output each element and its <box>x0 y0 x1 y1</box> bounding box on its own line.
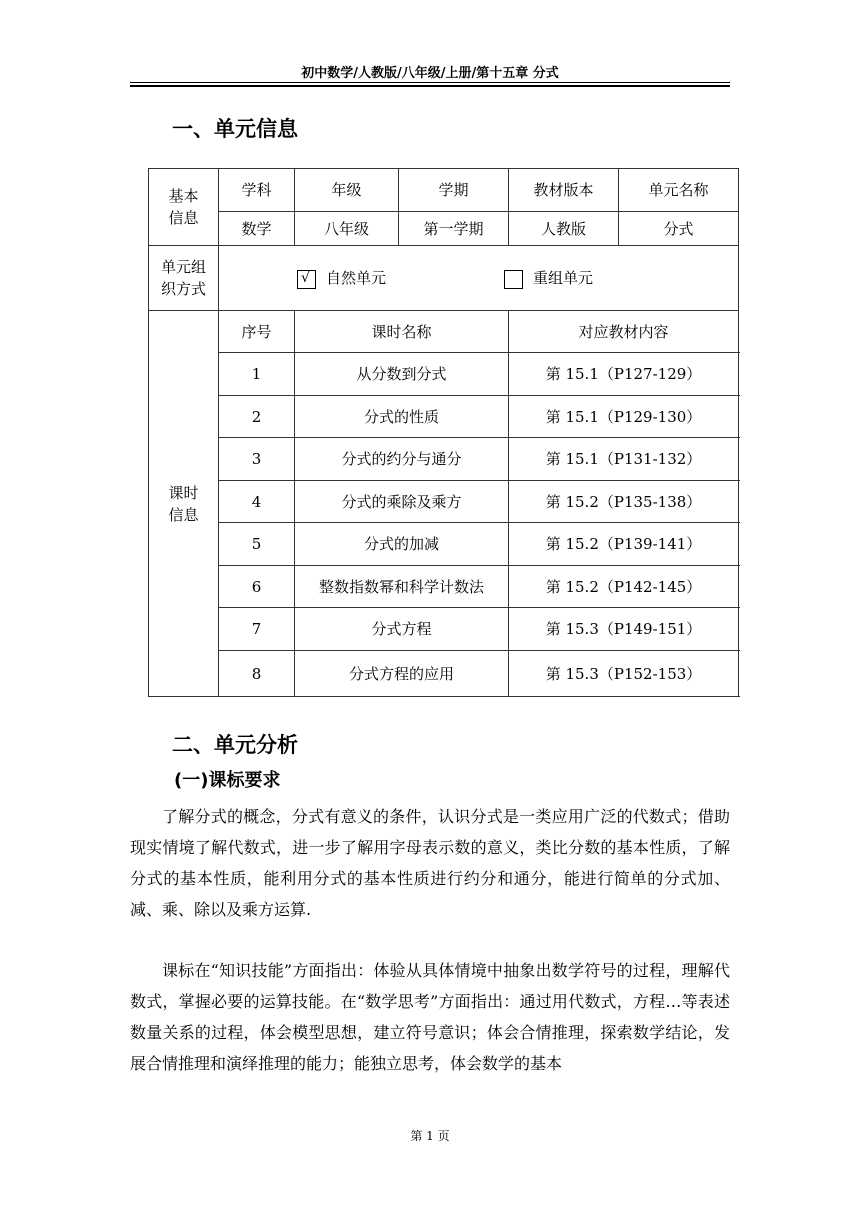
col-header-edition: 教材版本 <box>509 169 619 212</box>
lesson-no: 3 <box>219 438 295 481</box>
check-icon: √ <box>301 269 310 286</box>
value-term: 第一学期 <box>399 212 509 246</box>
col-header-term: 学期 <box>399 169 509 212</box>
unit-info-table <box>148 168 739 697</box>
regrouped-unit-label: 重组单元 <box>533 269 594 287</box>
value-edition: 人教版 <box>509 212 619 246</box>
value-unit-name: 分式 <box>619 212 739 246</box>
lesson-name: 分式方程的应用 <box>295 651 509 697</box>
col-header-subject: 学科 <box>219 169 295 212</box>
table-row <box>149 396 739 438</box>
basic-info-label-text: 基本 信息 <box>168 187 199 227</box>
lesson-content: 第 15.3（P152-153） <box>509 651 739 697</box>
lesson-name: 整数指数幂和科学计数法 <box>295 566 509 608</box>
option-natural-unit[interactable] <box>297 267 386 289</box>
lesson-content: 第 15.3（P149-151） <box>509 608 739 651</box>
table-row <box>149 481 739 523</box>
col-header-grade: 年级 <box>295 169 399 212</box>
natural-unit-label: 自然单元 <box>326 269 387 287</box>
org-method-label-text: 单元组 织方式 <box>160 258 206 298</box>
lesson-header-name: 课时名称 <box>295 311 509 353</box>
header-rule-thick <box>130 85 730 87</box>
value-subject: 数学 <box>219 212 295 246</box>
section-title-unit-info: 一、单元信息 <box>172 117 298 141</box>
table-row <box>149 438 739 481</box>
table-row <box>149 566 739 608</box>
lesson-no: 8 <box>219 651 295 697</box>
lesson-name: 分式的乘除及乘方 <box>295 481 509 523</box>
subsection-title-curriculum: (一)课标要求 <box>174 770 281 791</box>
natural-unit-checkbox[interactable] <box>297 270 316 289</box>
table-row <box>149 523 739 566</box>
paragraph-curriculum-1: 了解分式的概念，分式有意义的条件，认识分式是一类应用广泛的代数式；借助现实情境了解代数式，进一步了解用字母表示数的意义，类比分数的基本性质，了解分式的基本性质，能利用分式的基本性质进行约分和通分，能进行简单的分式加、减、乘、除以及乘方运算. <box>130 807 730 919</box>
lesson-header-no: 序号 <box>219 311 295 353</box>
section-title-unit-analysis: 二、单元分析 <box>172 733 298 757</box>
lesson-name: 分式方程 <box>295 608 509 651</box>
basic-info-label <box>149 169 219 246</box>
regrouped-unit-checkbox[interactable] <box>504 270 523 289</box>
table-row <box>149 353 739 396</box>
lesson-content: 第 15.2（P139-141） <box>509 523 739 566</box>
lesson-name: 分式的性质 <box>295 396 509 438</box>
lesson-content: 第 15.1（P129-130） <box>509 396 739 438</box>
page-footer: 第 1 页 <box>410 1129 450 1143</box>
lesson-content: 第 15.1（P131-132） <box>509 438 739 481</box>
header-rule-thin <box>130 82 730 83</box>
table-row <box>149 651 739 697</box>
lesson-no: 6 <box>219 566 295 608</box>
lesson-info-label <box>149 311 219 697</box>
lesson-info-label-text: 课时 信息 <box>168 483 199 524</box>
value-grade: 八年级 <box>295 212 399 246</box>
lesson-no: 2 <box>219 396 295 438</box>
lesson-content: 第 15.2（P142-145） <box>509 566 739 608</box>
org-method-label <box>149 246 219 311</box>
lesson-content: 第 15.2（P135-138） <box>509 481 739 523</box>
lesson-name: 从分数到分式 <box>295 353 509 396</box>
lesson-no: 7 <box>219 608 295 651</box>
page-header: 初中数学/人教版/八年级/上册/第十五章 分式 <box>301 66 559 81</box>
lesson-name: 分式的加减 <box>295 523 509 566</box>
lesson-no: 5 <box>219 523 295 566</box>
table-row <box>149 608 739 651</box>
paragraph-curriculum-2: 课标在“知识技能”方面指出：体验从具体情境中抽象出数学符号的过程，理解代数式，掌握必要的运算技能。在“数学思考”方面指出：通过用代数式，方程…等表述数量关系的过程，体会模型思想，建立符号意识；体会合情推理，探索数学结论，发展合情推理和演绎推理的能力；能独立思考，体会数学的基本 <box>130 961 730 1073</box>
col-header-unit-name: 单元名称 <box>619 169 739 212</box>
lesson-no: 4 <box>219 481 295 523</box>
lesson-name: 分式的约分与通分 <box>295 438 509 481</box>
org-method-options <box>219 246 739 311</box>
lesson-content: 第 15.1（P127-129） <box>509 353 739 396</box>
lesson-header-content: 对应教材内容 <box>509 311 739 353</box>
option-regrouped-unit[interactable] <box>504 267 593 289</box>
lesson-no: 1 <box>219 353 295 396</box>
